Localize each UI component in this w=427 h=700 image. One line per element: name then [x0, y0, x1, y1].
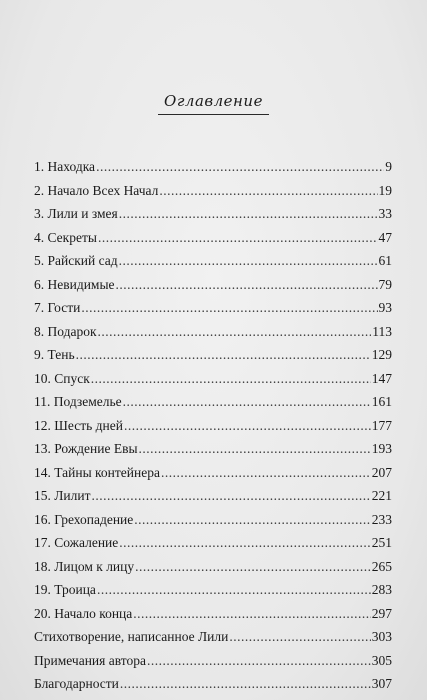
dot-leader — [97, 578, 371, 602]
toc-entry[interactable] — [34, 320, 392, 344]
toc-entry[interactable] — [34, 414, 392, 438]
dot-leader — [91, 367, 371, 391]
toc-entry-label: 18. Лицом к лицу — [34, 558, 135, 574]
toc-entry-page: 177 — [371, 417, 392, 433]
toc-entry[interactable] — [34, 179, 392, 203]
toc-entry-label: 13. Рождение Евы — [34, 441, 138, 456]
toc-entry-page: 113 — [372, 323, 392, 339]
toc-entry-label: 20. Начало конца — [34, 605, 133, 621]
toc-entry-page: 233 — [371, 511, 392, 527]
dot-leader — [123, 390, 371, 414]
toc-entry-label: 10. Спуск — [34, 370, 90, 386]
toc-entry-page: 19 — [378, 182, 392, 198]
toc-entry-label: 3. Лили и змея — [34, 206, 118, 221]
dot-leader — [161, 461, 371, 485]
dot-leader — [96, 155, 384, 179]
toc-entry-label: 14. Тайны контейнера — [34, 464, 160, 480]
dot-leader — [229, 625, 370, 649]
toc-entry[interactable] — [34, 625, 392, 649]
toc-entry-label: 15. Лилит — [34, 488, 91, 503]
toc-entry-page: 129 — [371, 347, 392, 362]
toc-entry-page: 305 — [371, 652, 392, 668]
toc-entry[interactable] — [34, 296, 392, 320]
toc-entry-label: 12. Шесть дней — [34, 417, 123, 433]
dot-leader — [159, 179, 377, 203]
toc-entry-page: 303 — [371, 629, 392, 644]
toc-entry-page: 307 — [371, 676, 392, 691]
toc-entry-page: 207 — [371, 464, 392, 480]
toc-entry-label: 7. Гости — [34, 300, 81, 315]
toc-entry[interactable] — [34, 578, 392, 602]
dot-leader — [119, 249, 378, 273]
dot-leader — [81, 296, 377, 320]
toc-entry-page: 265 — [371, 558, 392, 574]
toc-entry-label: 6. Невидимые — [34, 276, 115, 292]
toc-entry[interactable] — [34, 461, 392, 485]
dot-leader — [147, 649, 371, 673]
toc-entry-page: 221 — [371, 488, 392, 503]
toc-entry[interactable] — [34, 649, 392, 673]
dot-leader — [133, 602, 370, 626]
toc-entry-page: 93 — [378, 300, 392, 315]
toc-entry[interactable] — [34, 531, 392, 555]
dot-leader — [124, 414, 371, 438]
toc-entry-page: 33 — [378, 206, 392, 221]
toc-heading-text: Оглавление — [158, 92, 269, 115]
toc-entry[interactable] — [34, 155, 392, 179]
toc-entry-page: 251 — [371, 535, 392, 550]
toc-entry[interactable] — [34, 273, 392, 297]
toc-entry-page: 61 — [378, 253, 392, 268]
toc-entry-page: 283 — [371, 582, 392, 597]
toc-entry[interactable] — [34, 249, 392, 273]
toc-entry-page: 193 — [371, 441, 392, 456]
toc-entry-label: 17. Сожаление — [34, 535, 119, 550]
toc-entry[interactable] — [34, 555, 392, 579]
toc-entry[interactable] — [34, 602, 392, 626]
toc-entry-label: 11. Подземелье — [34, 394, 122, 409]
toc-entry[interactable] — [34, 367, 392, 391]
toc-entry-label: 2. Начало Всех Начал — [34, 182, 159, 198]
toc-entry-label: 8. Подарок — [34, 323, 97, 339]
toc-entry[interactable] — [34, 484, 392, 508]
dot-leader — [119, 531, 370, 555]
toc-entry-label: Примечания автора — [34, 652, 146, 668]
dot-leader — [119, 202, 378, 226]
table-of-contents — [34, 155, 392, 696]
toc-entry[interactable] — [34, 202, 392, 226]
dot-leader — [139, 437, 371, 461]
toc-entry-label: 16. Грехопадение — [34, 511, 134, 527]
dot-leader — [135, 555, 371, 579]
toc-entry-page: 79 — [378, 276, 392, 292]
toc-entry-label: 9. Тень — [34, 347, 75, 362]
toc-entry[interactable] — [34, 343, 392, 367]
dot-leader — [92, 484, 371, 508]
toc-entry[interactable] — [34, 672, 392, 696]
dot-leader — [98, 226, 378, 250]
toc-entry[interactable] — [34, 508, 392, 532]
dot-leader — [120, 672, 371, 696]
toc-entry-page: 47 — [378, 229, 392, 245]
toc-entry-label: 5. Райский сад — [34, 253, 118, 268]
toc-entry[interactable] — [34, 390, 392, 414]
toc-entry-page: 297 — [371, 605, 392, 621]
toc-entry-label: 4. Секреты — [34, 229, 97, 245]
toc-entry-label: 1. Находка — [34, 159, 96, 174]
toc-entry-label: Стихотворение, написанное Лили — [34, 629, 229, 644]
toc-entry[interactable] — [34, 437, 392, 461]
toc-entry-label: Благодарности — [34, 676, 119, 691]
dot-leader — [116, 273, 378, 297]
toc-entry-page: 161 — [371, 394, 392, 409]
toc-entry-label: 19. Троица — [34, 582, 96, 597]
toc-entry-page: 9 — [385, 159, 392, 174]
toc-heading — [0, 92, 427, 110]
dot-leader — [98, 320, 372, 344]
toc-entry-page: 147 — [371, 370, 392, 386]
dot-leader — [76, 343, 371, 367]
toc-entry[interactable] — [34, 226, 392, 250]
dot-leader — [134, 508, 370, 532]
